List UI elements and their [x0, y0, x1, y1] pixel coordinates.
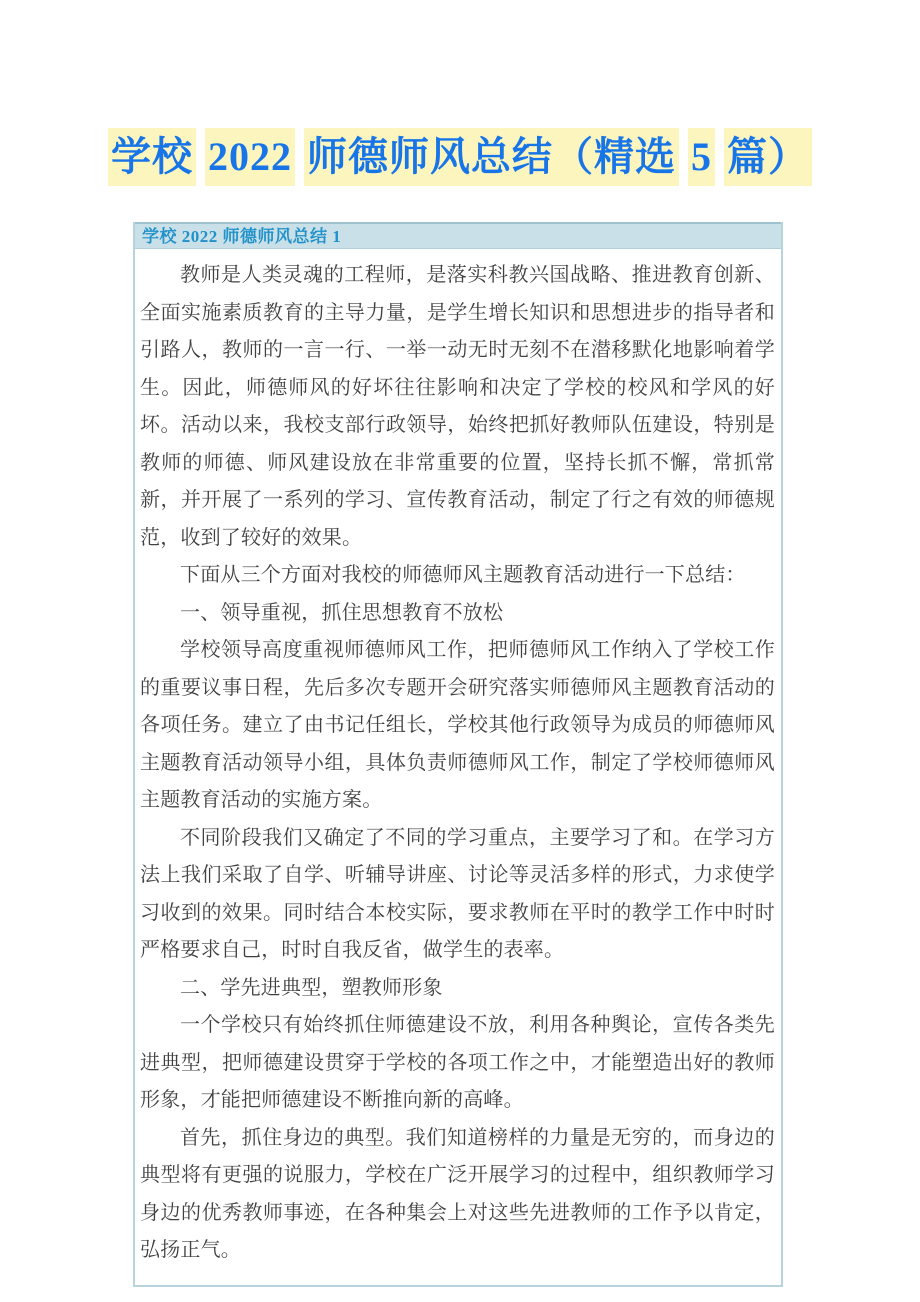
title-segment: 师德师风总结（精选: [304, 128, 679, 186]
article-section-title: 学校 2022 师德师风总结 1: [142, 226, 342, 246]
title-segment: 学校: [108, 128, 196, 186]
paragraph: 下面从三个方面对我校的师德师风主题教育活动进行一下总结：: [180, 564, 746, 586]
title-segment: 篇）: [724, 128, 812, 186]
paragraph: 首先，抓住身边的典型。我们知道榜样的力量是无穷的，而身边的典型将有更强的说服力，学校在广泛开展学习的过程中，组织教师学习身边的优秀教师事迹，在各种集会上对这些先进教师的工作予以肯定，弘扬正气。: [140, 1126, 775, 1261]
paragraph: 一个学校只有始终抓住师德建设不放，利用各种舆论，宣传各类先进典型，把师德建设贯穿于学校的各项工作之中，才能塑造出好的教师形象，才能把师德建设不断推向新的高峰。: [140, 1014, 775, 1111]
paragraph: 二、学先进典型，塑教师形象: [180, 976, 443, 999]
paragraph: 学校领导高度重视师德师风工作，把师德师风工作纳入了学校工作的重要议事日程，先后多次专题开会研究落实师德师风主题教育活动的各项任务。建立了由书记任组长，学校其他行政领导为成员的师德师风主题教育活动领导小组，具体负责师德师风工作，制定了学校师德师风主题教育活动的实施方案。: [140, 639, 775, 811]
title-segment: 2022: [205, 128, 295, 186]
paragraph: 一、领导重视，抓住思想教育不放松: [180, 601, 504, 624]
paragraph: 教师是人类灵魂的工程师，是落实科教兴国战略、推进教育创新、全面实施素质教育的主导力量，是学生增长知识和思想进步的指导者和引路人，教师的一言一行、一举一动无时无刻不在潜移默化地影响着学生。因此，师德师风的好坏往往影响和决定了学校的校风和学风的好坏。活动以来，我校支部行政领导，始终把抓好教师队伍建设，特别是教师的师德、师风建设放在非常重要的位置，坚持长抓不懈，常抓常新，并开展了一系列的学习、宣传教育活动，制定了行之有效的师德规范，收到了较好的效果。: [140, 264, 775, 549]
title-segment: 5: [688, 128, 715, 186]
paragraph: 不同阶段我们又确定了不同的学习重点，主要学习了和。在学习方法上我们采取了自学、听辅导讲座、讨论等灵活多样的形式，力求使学习收到的效果。同时结合本校实际，要求教师在平时的教学工作中时时严格要求自己，时时自我反省，做学生的表率。: [140, 826, 775, 961]
article-body: [135, 249, 781, 1285]
article-section-header: [135, 222, 781, 249]
article-section-1: [133, 222, 783, 1287]
page-title: [0, 128, 920, 186]
